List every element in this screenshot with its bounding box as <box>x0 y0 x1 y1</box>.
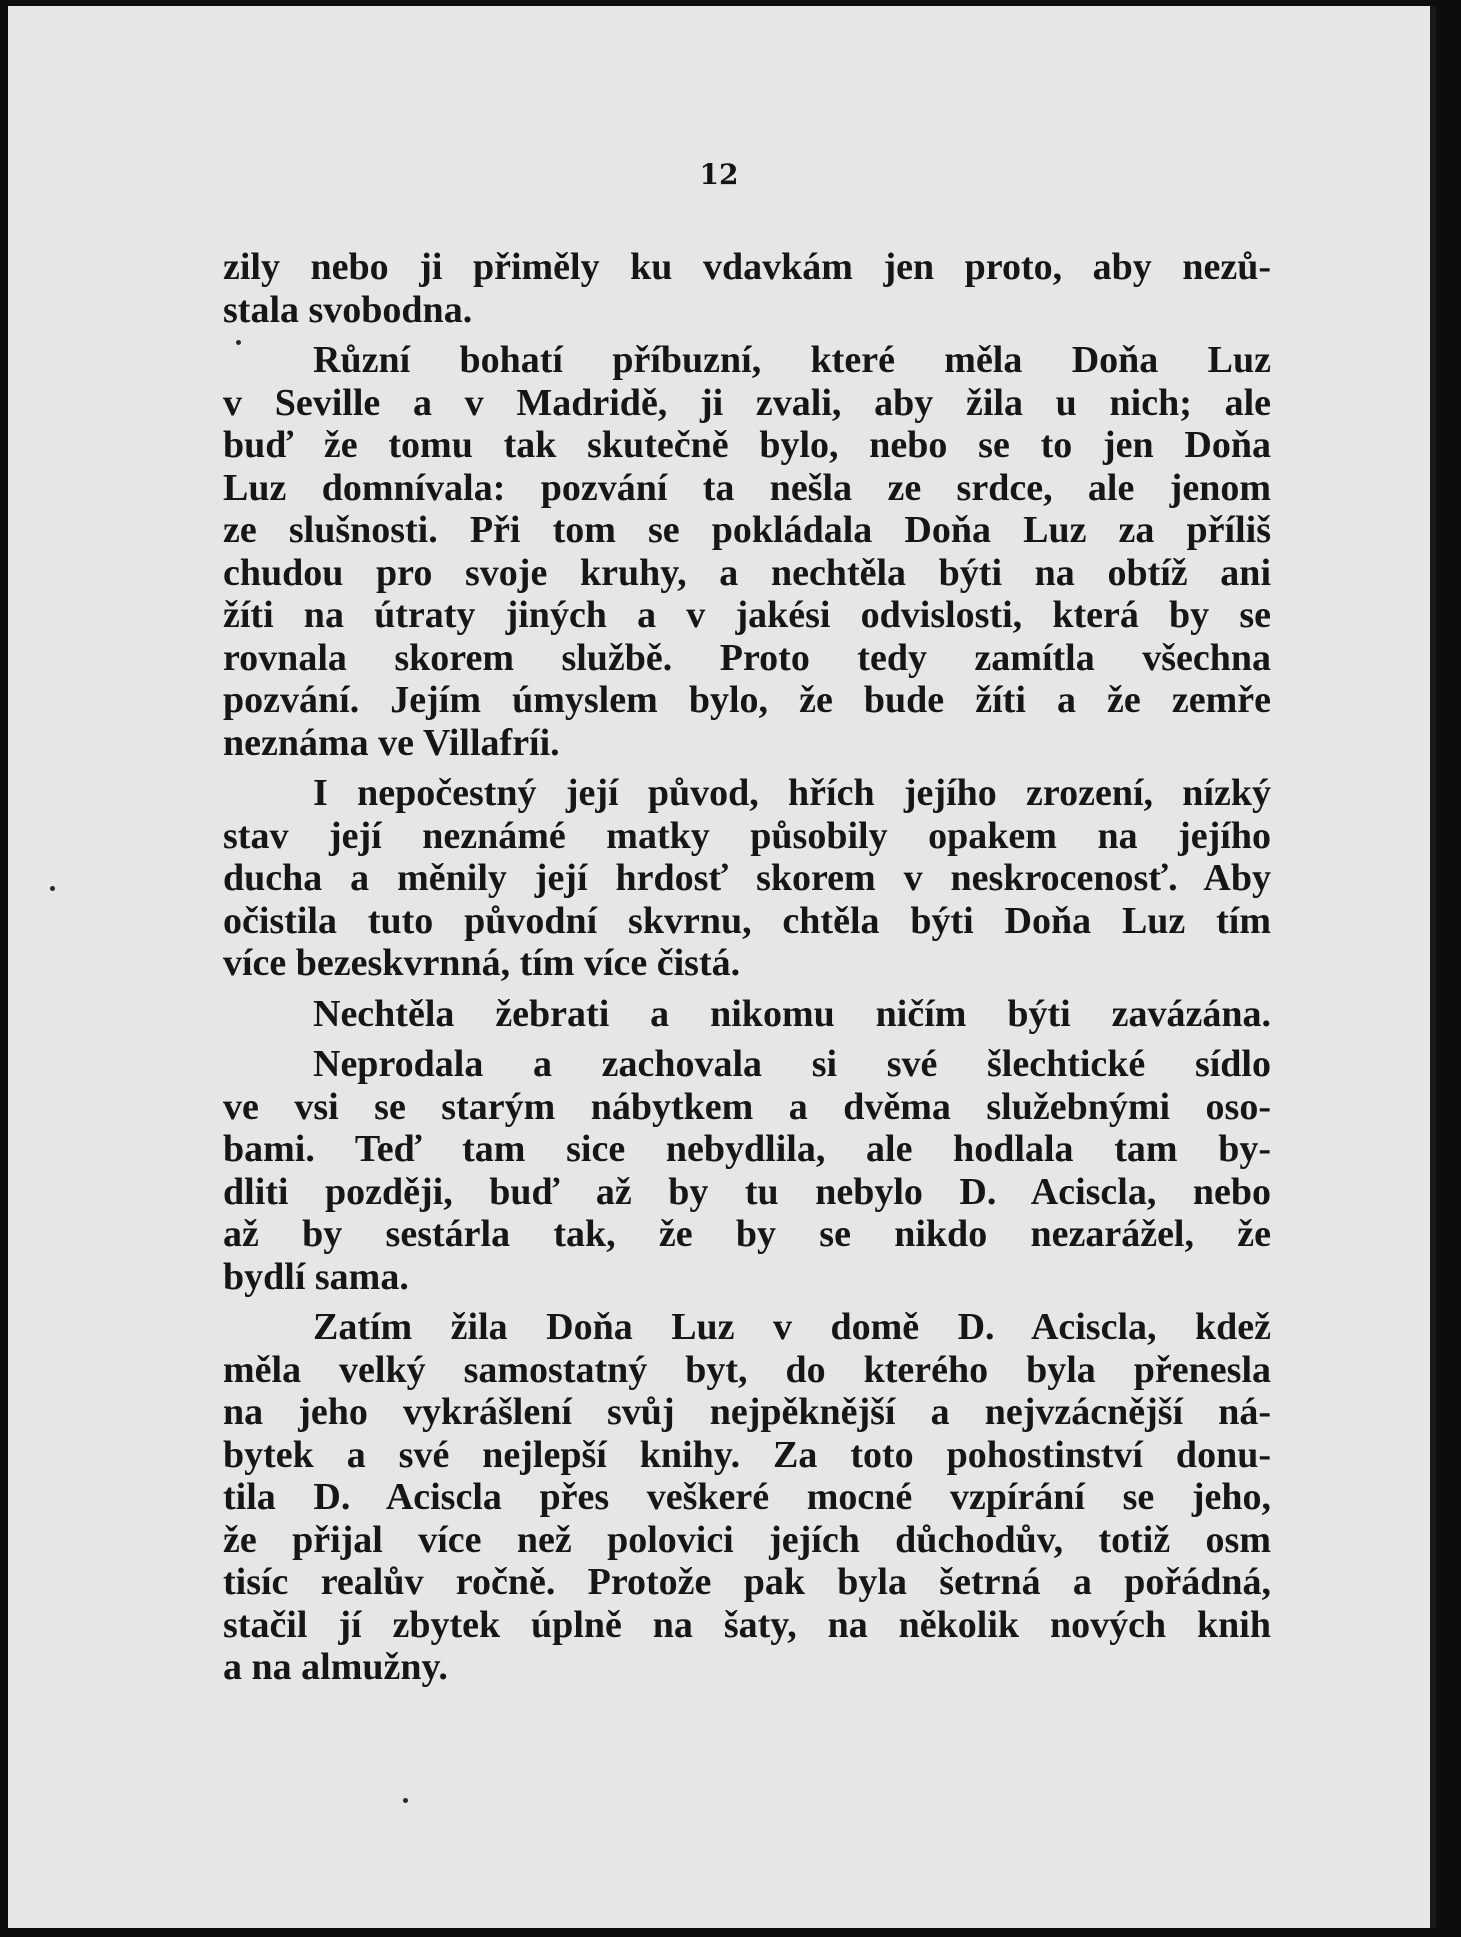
dust-speck <box>50 886 55 891</box>
text-line: ze slušnosti. Při tom se pokládala Doňa Luz za příliš <box>223 509 1271 551</box>
text-line: zily nebo ji přiměly ku vdavkám jen proto, aby nezů- <box>223 246 1271 288</box>
text-line: že přijal více než polovici jejích důchodův, totiž osm <box>223 1518 1271 1561</box>
text-line: a na almužny. <box>223 1646 448 1688</box>
text-line: bydlí sama. <box>223 1255 409 1298</box>
text-line: Zatím žila Doňa Luz v domě D. Aciscla, kdež <box>313 1306 1271 1348</box>
text-line: chudou pro svoje kruhy, a nechtěla býti na obtíž ani <box>223 551 1271 594</box>
text-line: bami. Teď tam sice nebydlila, ale hodlala tam by- <box>223 1128 1271 1170</box>
paragraph <box>223 339 1271 764</box>
text-line: stav její neznámé matky působily opakem na jejího <box>223 814 1271 857</box>
text-line: stala svobodna. <box>223 288 473 331</box>
text-line: očistila tuto původní skvrnu, chtěla býti Doňa Luz tím <box>223 899 1271 942</box>
text-line: tisíc realův ročně. Protože pak byla šetrná a pořádná, <box>223 1561 1271 1603</box>
text-line: Nechtěla žebrati a nikomu ničím býti zavázána. <box>313 992 1271 1035</box>
text-line: ve vsi se starým nábytkem a dvěma služebnými oso- <box>223 1085 1271 1128</box>
text-line: I nepočestný její původ, hřích jejího zrození, nízký <box>313 772 1271 814</box>
body-text <box>223 246 1271 1697</box>
book-page <box>8 6 1436 1928</box>
text-line: neznáma ve Villafríi. <box>223 721 560 764</box>
text-line: buď že tomu tak skutečně bylo, nebo se to jen Doňa <box>223 424 1271 466</box>
text-line: bytek a své nejlepší knihy. Za toto pohostinství donu- <box>223 1433 1271 1476</box>
text-line: rovnala skorem službě. Proto tedy zamítla všechna <box>223 636 1271 679</box>
page-number: 12 <box>699 158 739 191</box>
text-line: více bezeskvrnná, tím více čistá. <box>223 942 741 984</box>
text-line: Neprodala a zachovala si své šlechtické sídlo <box>313 1043 1271 1085</box>
text-line: měla velký samostatný byt, do kterého byla přenesla <box>223 1348 1271 1391</box>
dust-speck <box>403 1798 408 1803</box>
text-line: v Seville a v Madridě, ji zvali, aby žila u nich; ale <box>223 381 1271 424</box>
text-line: až by sestárla tak, že by se nikdo nezarážel, že <box>223 1213 1271 1255</box>
paragraph <box>223 772 1271 985</box>
text-line: na jeho vykrášlení svůj nejpěknější a nejvzácnější ná- <box>223 1391 1271 1433</box>
dust-speck <box>236 340 241 345</box>
text-line: ducha a měnily její hrdosť skorem v neskrocenosť. Aby <box>223 857 1271 899</box>
text-line: dliti později, buď až by tu nebylo D. Aciscla, nebo <box>223 1170 1271 1213</box>
paragraph <box>223 993 1271 1036</box>
text-line: stačil jí zbytek úplně na šaty, na několik nových knih <box>223 1603 1271 1646</box>
text-line: žíti na útraty jiných a v jakési odvislosti, která by se <box>223 594 1271 636</box>
text-line: Luz domnívala: pozvání ta nešla ze srdce, ale jenom <box>223 466 1271 509</box>
text-line: pozvání. Jejím úmyslem bylo, že bude žíti a že zemře <box>223 679 1271 721</box>
paragraph <box>223 1306 1271 1689</box>
text-line: tila D. Aciscla přes veškeré mocné vzpírání se jeho, <box>223 1476 1271 1518</box>
text-line: Různí bohatí příbuzní, které měla Doňa Luz <box>313 339 1271 381</box>
paragraph <box>223 246 1271 331</box>
paragraph <box>223 1043 1271 1298</box>
